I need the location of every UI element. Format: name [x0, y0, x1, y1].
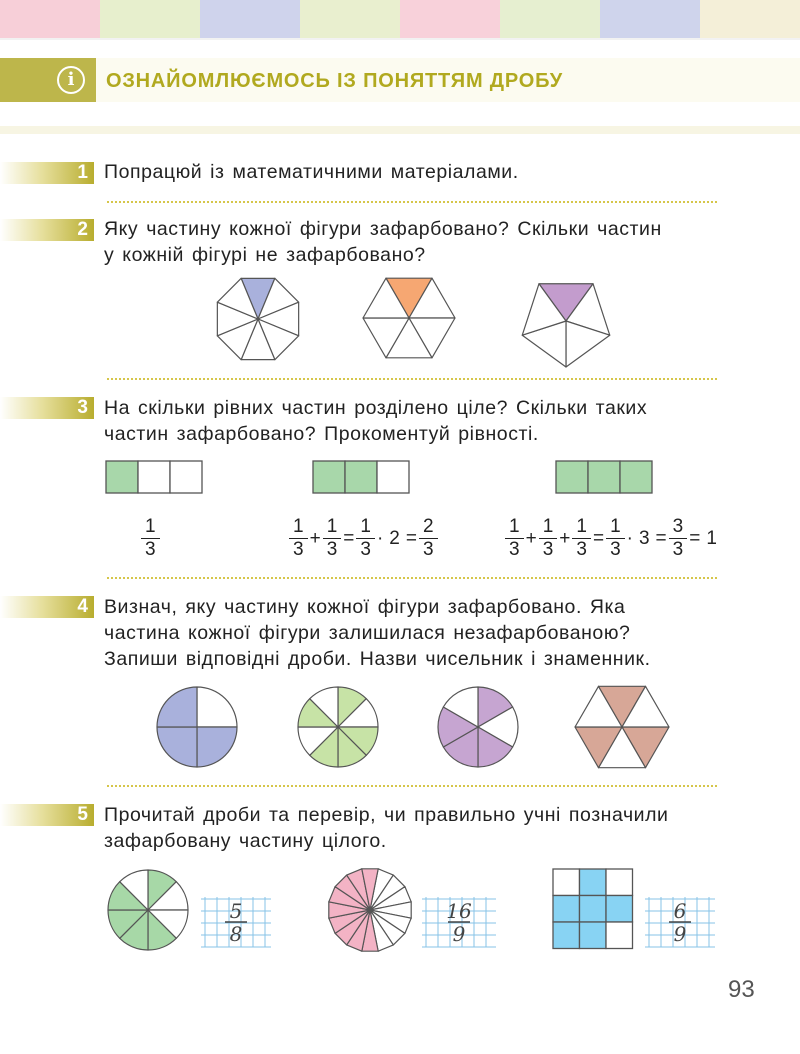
- square-grid: [552, 868, 634, 950]
- denominator: 3: [145, 539, 156, 560]
- numerator: 1: [576, 516, 587, 537]
- stripe-divider: [0, 38, 800, 40]
- fraction: [671, 516, 686, 561]
- fraction: [421, 516, 436, 561]
- dotted-separator: [107, 201, 717, 203]
- shaded-cell: [588, 461, 620, 493]
- shaded-cell: [345, 461, 377, 493]
- shaded-cell: [553, 922, 580, 949]
- stripe: [100, 0, 200, 38]
- denominator: 3: [360, 539, 371, 560]
- numerator: 1: [509, 516, 520, 537]
- equals-sign: =: [655, 527, 667, 549]
- written-numerator: 5: [229, 899, 243, 923]
- polygon-sixteenths: [328, 868, 412, 952]
- shaded-part: [157, 687, 197, 727]
- denominator: 3: [542, 539, 554, 560]
- circle-quarters: [155, 685, 239, 769]
- written-denominator: 9: [673, 922, 687, 946]
- header-divider: [0, 126, 800, 134]
- hexagon-figure: [362, 276, 456, 360]
- task-number: 2: [77, 219, 88, 240]
- circle-sixths: [436, 685, 520, 769]
- fraction: [608, 516, 623, 561]
- written-fraction-grid: [645, 897, 715, 947]
- multiply-dot: ·: [376, 527, 384, 549]
- numerator: 3: [672, 516, 684, 537]
- shaded-cell: [580, 896, 607, 923]
- fraction: [507, 516, 522, 561]
- task-number-tab: [0, 397, 94, 419]
- denominator: 3: [610, 539, 621, 560]
- unshaded-cell: [170, 461, 202, 493]
- equation-1: [142, 516, 159, 561]
- top-color-stripes: [0, 0, 800, 38]
- numerator: 2: [422, 516, 434, 537]
- unshaded-cell: [553, 869, 580, 896]
- task-number: 5: [77, 804, 88, 825]
- task-line: На скільки рівних частин розділено ціле? Скільки таких: [104, 397, 648, 419]
- shaded-cell: [620, 461, 652, 493]
- dotted-separator: [107, 577, 717, 579]
- plus-sign: +: [559, 527, 571, 549]
- stripe: [700, 0, 800, 38]
- task-number-tab: [0, 804, 94, 826]
- task-4-text: [104, 594, 651, 672]
- stripe: [200, 0, 300, 38]
- denominator: 3: [422, 539, 434, 560]
- stripe: [400, 0, 500, 38]
- fraction: [325, 516, 340, 561]
- strip-bar: [555, 460, 655, 494]
- numerator: 1: [542, 516, 554, 537]
- octagon-figure: [213, 274, 303, 364]
- task-1-text: [104, 159, 519, 185]
- numerator: 1: [326, 516, 338, 537]
- equation-3: [506, 516, 720, 561]
- multiply-dot: ·: [626, 527, 633, 549]
- shaded-cell: [580, 922, 607, 949]
- task-number-tab: [0, 162, 94, 184]
- numerator: 1: [293, 516, 304, 537]
- stripe: [0, 0, 100, 38]
- task-line: Запиши відповідні дроби. Назви чисельник і знаменник.: [104, 648, 651, 670]
- written-numerator: 16: [446, 899, 472, 923]
- whole-number: 1: [706, 527, 717, 549]
- circle-eighths-task5: [106, 868, 190, 952]
- fraction: [541, 516, 556, 561]
- multiplier: 2: [389, 527, 400, 549]
- dotted-separator: [107, 378, 717, 380]
- pentagon-figure: [521, 275, 611, 361]
- denominator: 3: [672, 539, 684, 560]
- stripe: [300, 0, 400, 38]
- written-denominator: 9: [452, 922, 466, 946]
- info-icon: i: [57, 66, 85, 94]
- plus-sign: +: [525, 527, 537, 549]
- shaded-part: [157, 727, 197, 767]
- task-number: 1: [77, 162, 88, 183]
- page-number: 93: [728, 976, 755, 1003]
- unshaded-cell: [377, 461, 409, 493]
- task-number-tab: [0, 219, 94, 241]
- numerator: 1: [145, 516, 156, 537]
- strip-bar: [105, 460, 205, 494]
- strip-bar: [312, 460, 412, 494]
- fraction: [291, 516, 306, 561]
- shaded-cell: [580, 869, 607, 896]
- written-denominator: 8: [229, 922, 243, 946]
- equals-sign: =: [689, 527, 701, 549]
- task-line: Визнач, яку частину кожної фігури зафарбовано. Яка: [104, 596, 626, 618]
- shaded-cell: [106, 461, 138, 493]
- task-5-text: [104, 802, 669, 854]
- stripe: [600, 0, 700, 38]
- equals-sign: =: [592, 527, 605, 549]
- denominator: 3: [509, 539, 520, 560]
- denominator: 3: [293, 539, 304, 560]
- written-fraction-grid: [422, 897, 496, 947]
- denominator: 3: [576, 539, 587, 560]
- circle-eighths: [296, 685, 380, 769]
- equals-sign: =: [405, 527, 417, 549]
- task-line: частина кожної фігури залишилася незафарбованою?: [104, 622, 631, 644]
- task-line: Яку частину кожної фігури зафарбовано? Скільки частин: [104, 218, 662, 240]
- unshaded-part: [197, 687, 237, 727]
- multiplier: 3: [638, 527, 650, 549]
- shaded-cell: [553, 896, 580, 923]
- shaded-cell: [556, 461, 588, 493]
- fraction: [574, 516, 589, 561]
- unshaded-cell: [606, 869, 633, 896]
- fraction: [143, 516, 158, 561]
- numerator: 1: [610, 516, 621, 537]
- shaded-part: [197, 727, 237, 767]
- task-2-text: [104, 216, 662, 268]
- task-line: у кожній фігурі не зафарбовано?: [104, 244, 426, 266]
- written-fraction-grid: [201, 897, 271, 947]
- fraction: [358, 516, 373, 561]
- task-number: 4: [77, 596, 88, 617]
- equals-sign: =: [343, 527, 355, 549]
- task-number-tab: [0, 596, 94, 618]
- equation-2: [290, 516, 437, 561]
- task-line: Прочитай дроби та перевір, чи правильно учні позначили: [104, 804, 669, 826]
- shaded-cell: [606, 896, 633, 923]
- task-number: 3: [77, 397, 88, 418]
- denominator: 3: [326, 539, 338, 560]
- unshaded-cell: [606, 922, 633, 949]
- shaded-cell: [313, 461, 345, 493]
- stripe: [500, 0, 600, 38]
- task-line: Попрацюй із математичними матеріалами.: [104, 161, 519, 183]
- numerator: 1: [360, 516, 371, 537]
- hexagon-sixths: [574, 685, 670, 769]
- dotted-separator: [107, 785, 717, 787]
- task-line: частин зафарбовано? Прокоментуй рівності.: [104, 423, 539, 445]
- written-numerator: 6: [673, 899, 687, 923]
- task-3-text: [104, 395, 647, 447]
- task-line: зафарбовану частину цілого.: [104, 830, 387, 852]
- page-title: ОЗНАЙОМЛЮЄМОСЬ ІЗ ПОНЯТТЯМ ДРОБУ: [106, 70, 563, 92]
- plus-sign: +: [309, 527, 321, 549]
- unshaded-cell: [138, 461, 170, 493]
